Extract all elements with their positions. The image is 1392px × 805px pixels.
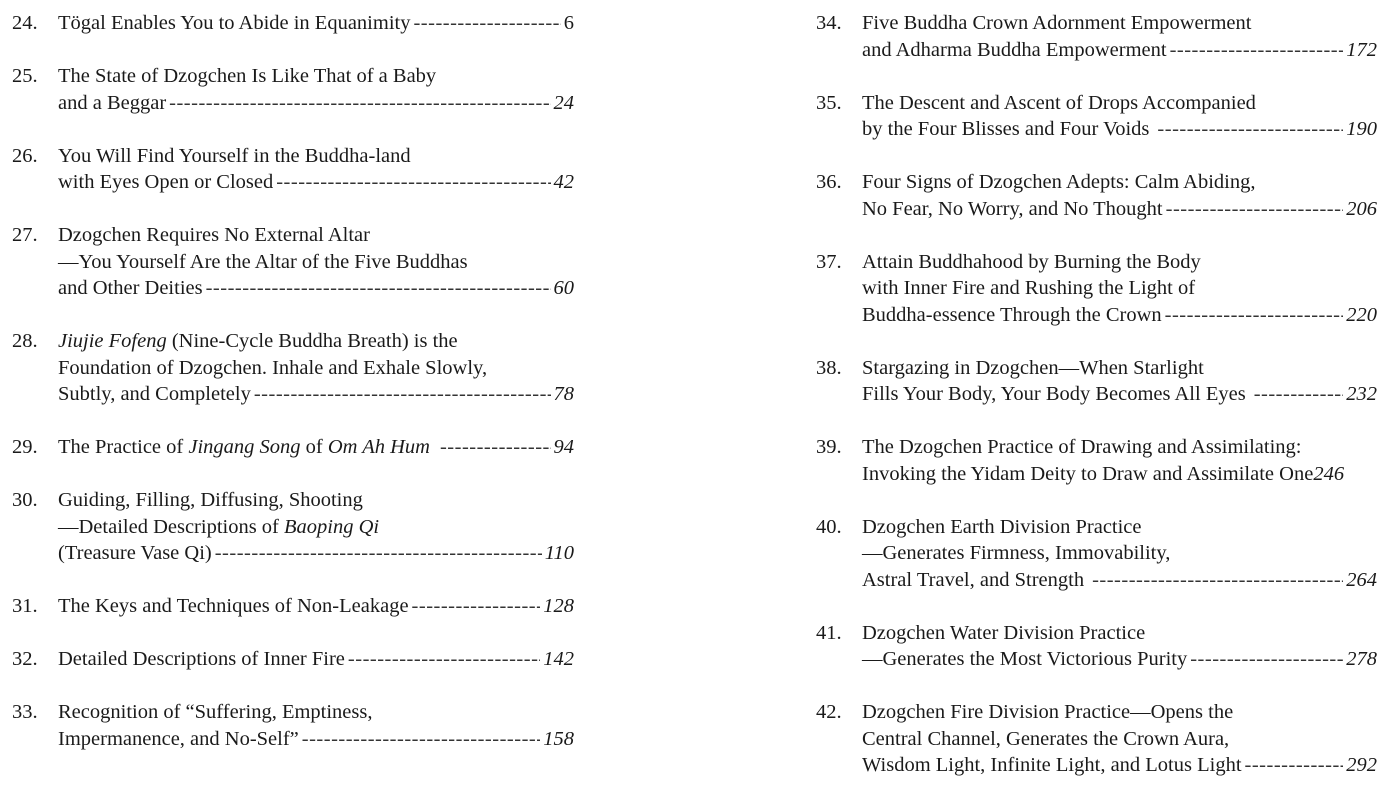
entry-title: Central Channel, Generates the Crown Aura,: [862, 727, 1230, 750]
toc-entry-37[interactable]: [816, 249, 1377, 329]
entry-number: 34.: [816, 12, 842, 34]
toc-entry-26[interactable]: [12, 143, 574, 196]
entry-number: 26.: [12, 144, 38, 167]
entry-number: 32.: [12, 648, 38, 670]
page-number: 246: [1313, 462, 1345, 485]
dot-leader: [413, 10, 560, 37]
entry-title: Fills Your Body, Your Body Becomes All Eyes: [862, 383, 1246, 405]
entry-title: Tögal Enables You to Abide in Equanimity: [58, 12, 411, 34]
toc-entry-39[interactable]: [816, 434, 1377, 487]
page-number: 278: [1346, 648, 1377, 670]
dot-leader: [1190, 646, 1343, 673]
page-number: 94: [553, 436, 574, 458]
dot-leader: [412, 593, 541, 620]
dot-leader: [206, 275, 551, 302]
entry-title-italic: Jiujie Fofeng: [58, 330, 167, 352]
entry-number: 31.: [12, 595, 38, 617]
page-number: 232: [1346, 383, 1377, 405]
entry-title: Buddha-essence Through the Crown: [862, 303, 1162, 326]
toc-entry-36[interactable]: [816, 169, 1377, 222]
page-number: 24: [553, 91, 574, 114]
toc-entry-42[interactable]: [816, 699, 1377, 779]
entry-title: Attain Buddhahood by Burning the Body: [862, 250, 1201, 273]
entry-title: The Keys and Techniques of Non-Leakage: [58, 595, 409, 617]
toc-entry-34[interactable]: [816, 10, 1377, 63]
page-number: 172: [1346, 38, 1377, 61]
page-number: 158: [543, 727, 574, 750]
page-number: 128: [543, 595, 574, 617]
toc-entry-27[interactable]: [12, 222, 574, 302]
entry-number: 40.: [816, 515, 842, 538]
page-number: 292: [1346, 754, 1377, 776]
entry-title: The Descent and Ascent of Drops Accompanied: [862, 91, 1256, 114]
page-number: 6: [563, 12, 574, 34]
entry-title: and Adharma Buddha Empowerment: [862, 38, 1167, 61]
entry-number: 25.: [12, 65, 38, 87]
entry-title: Guiding, Filling, Diffusing, Shooting: [58, 489, 363, 511]
dot-leader: [1166, 196, 1344, 223]
page-number: 190: [1346, 118, 1377, 140]
entry-title: Dzogchen Requires No External Altar: [58, 224, 370, 246]
entry-title: The State of Dzogchen Is Like That of a Baby: [58, 65, 437, 87]
dot-leader: [1092, 567, 1343, 594]
dot-leader: [1245, 752, 1344, 779]
dot-leader: [302, 726, 540, 753]
dot-leader: [169, 90, 550, 117]
page-number: 142: [543, 648, 574, 670]
entry-number: 35.: [816, 91, 842, 114]
dot-leader: [276, 169, 550, 196]
entry-title: No Fear, No Worry, and No Thought: [862, 197, 1163, 220]
entry-title: Recognition of “Suffering, Emptiness,: [58, 701, 373, 723]
entry-title: (Nine-Cycle Buddha Breath) is the: [166, 330, 458, 352]
entry-title: with Eyes Open or Closed: [58, 171, 274, 193]
dot-leader: [348, 646, 540, 673]
toc-entry-24[interactable]: [12, 10, 574, 37]
entry-title: Dzogchen Water Division Practice: [862, 621, 1146, 644]
entry-title: —Detailed Descriptions of: [58, 515, 285, 538]
page-number: 110: [544, 542, 574, 564]
dot-leader: [254, 381, 551, 408]
entry-title: You Will Find Yourself in the Buddha-land: [58, 144, 411, 167]
toc-entry-29[interactable]: [12, 434, 574, 461]
dot-leader: [1170, 37, 1344, 64]
entry-title: Invoking the Yidam Deity to Draw and Assimilate One: [862, 462, 1314, 485]
toc-entry-30[interactable]: [12, 487, 574, 567]
entry-title: The Dzogchen Practice of Drawing and Assimilating:: [862, 436, 1302, 458]
entry-title: —Generates Firmness, Immovability,: [862, 542, 1171, 564]
entry-number: 42.: [816, 701, 842, 723]
entry-title-italic: Jingang Song: [188, 436, 301, 458]
entry-title: Dzogchen Fire Division Practice—Opens the: [862, 701, 1234, 723]
page-number: 78: [553, 383, 574, 405]
entry-title: Astral Travel, and Strength: [862, 568, 1085, 591]
toc-entry-28[interactable]: [12, 328, 574, 408]
entry-number: 37.: [816, 250, 842, 273]
toc-left-column: [12, 10, 574, 779]
entry-title: and Other Deities: [58, 277, 203, 299]
page-number: 220: [1346, 303, 1377, 326]
entry-number: 24.: [12, 12, 38, 34]
entry-title: Dzogchen Earth Division Practice: [862, 515, 1142, 538]
entry-number: 41.: [816, 621, 842, 644]
entry-title: Five Buddha Crown Adornment Empowerment: [862, 12, 1252, 34]
entry-title: Stargazing in Dzogchen—When Starlight: [862, 356, 1204, 379]
dot-leader: [215, 540, 542, 567]
page-number: 264: [1346, 568, 1377, 591]
entry-title: Wisdom Light, Infinite Light, and Lotus Light: [862, 754, 1242, 776]
entry-title: Foundation of Dzogchen. Inhale and Exhale Slowly,: [58, 356, 488, 379]
toc-entry-38[interactable]: [816, 355, 1377, 408]
entry-title: —Generates the Most Victorious Purity: [862, 648, 1188, 670]
entry-title: with Inner Fire and Rushing the Light of: [862, 277, 1196, 299]
page-number: 60: [553, 277, 574, 299]
dot-leader: [1165, 302, 1344, 329]
entry-title: (Treasure Vase Qi): [58, 542, 212, 564]
entry-number: 30.: [12, 489, 38, 511]
entry-number: 28.: [12, 330, 38, 352]
entry-number: 29.: [12, 436, 38, 458]
dot-leader: [1254, 381, 1344, 408]
dot-leader: [440, 434, 551, 461]
entry-title: —You Yourself Are the Altar of the Five Buddhas: [58, 250, 468, 273]
entry-title: Four Signs of Dzogchen Adepts: Calm Abiding,: [862, 171, 1256, 193]
entry-title: of: [300, 436, 328, 458]
entry-title: The Practice of: [58, 436, 189, 458]
entry-number: 36.: [816, 171, 842, 193]
entry-title-italic: Baoping Qi: [284, 515, 380, 538]
entry-title-italic: Om Ah Hum: [327, 436, 430, 458]
entry-title: Subtly, and Completely: [58, 383, 251, 405]
toc-entry-41[interactable]: [816, 620, 1377, 673]
toc-entry-33[interactable]: [12, 699, 574, 752]
toc-entry-31[interactable]: [12, 593, 574, 620]
entry-number: 38.: [816, 356, 842, 379]
toc-entry-25[interactable]: [12, 63, 574, 116]
entry-title: and a Beggar: [58, 91, 167, 114]
toc-entry-32[interactable]: [12, 646, 574, 673]
page-number: 42: [553, 171, 574, 193]
entry-number: 39.: [816, 436, 842, 458]
dot-leader: [1157, 116, 1343, 143]
toc-entry-35[interactable]: [816, 90, 1377, 143]
entry-title: Impermanence, and No-Self”: [58, 727, 299, 750]
entry-number: 27.: [12, 224, 38, 246]
toc-right-column: [816, 10, 1377, 805]
entry-title: Detailed Descriptions of Inner Fire: [58, 648, 345, 670]
toc-entry-40[interactable]: [816, 514, 1377, 594]
page-number: 206: [1346, 197, 1377, 220]
entry-number: 33.: [12, 701, 38, 723]
entry-title: by the Four Blisses and Four Voids: [862, 118, 1150, 140]
